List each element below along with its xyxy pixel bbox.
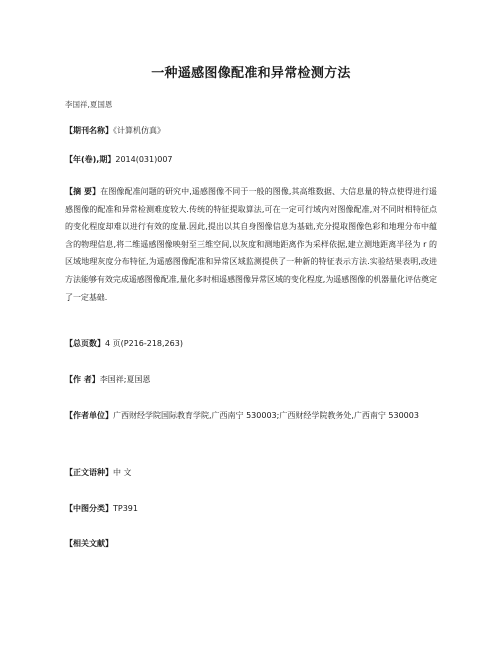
year-field [65, 151, 437, 169]
abstract-value: 在图像配准问题的研究中,遥感图像不同于一般的图像,其高维数据、大信息量的特点使得进行遥感图像的配准和异常检测难度较大.传统的特征提取算法,可在一定可行域内对图像配准,对不同时相特征点的变化程度却难以进行有效的度量.因此,提出以其自身图像信息为基础,充分提取图像色彩和地理分布中蕴含的物理信息,将二维遥感图像映射至三维空间,以灰度和测地距离作为采样依据,建立测地距离半径为 r 的区域地理灰度分布特征,为遥感图像配准和异常区域监测提供了一种新的特征表示方法.实验结果表明,改进方法能够有效完成遥感图像配准,量化多时相遥感图像异常区域的变化程度,为遥感图像的机器量化评估奠定了一定基础. [65, 187, 437, 302]
pages-label: 【总页数】 [65, 339, 105, 348]
pages-value: 4 页(P216-218,263) [105, 339, 183, 348]
language-label: 【正文语种】 [65, 468, 113, 477]
abstract-field [65, 183, 437, 306]
authors-line: 李国祥,夏国恩 [65, 100, 113, 109]
classification-field [65, 500, 437, 518]
journal-label: 【期刊名称】 [65, 126, 113, 135]
classification-value: TP391 [113, 504, 138, 513]
related-label: 【相关文献】 [65, 539, 113, 548]
year-value: 2014(031)007 [115, 155, 173, 164]
affiliation-label: 【作者单位】 [65, 411, 113, 420]
author-field [65, 371, 437, 389]
pages-field [65, 335, 437, 353]
classification-label: 【中图分类】 [65, 504, 113, 513]
year-label: 【年(卷),期】 [65, 155, 116, 164]
affiliation-value: 广西财经学院国际教育学院,广西南宁 530003;广西财经学院教务处,广西南宁 530003 [113, 411, 419, 420]
language-field [65, 464, 437, 482]
abstract-label: 【摘 要】 [65, 187, 101, 196]
language-value: 中 文 [113, 468, 132, 477]
related-field [65, 535, 437, 553]
author-value: 李国祥;夏国恩 [99, 375, 151, 384]
author-label: 【作 者】 [65, 375, 100, 384]
affiliation-field [65, 407, 437, 425]
journal-field [65, 122, 437, 140]
document-title: 一种遥感图像配准和异常检测方法 [151, 66, 351, 81]
journal-value: 《计算机仿真》 [113, 126, 165, 135]
